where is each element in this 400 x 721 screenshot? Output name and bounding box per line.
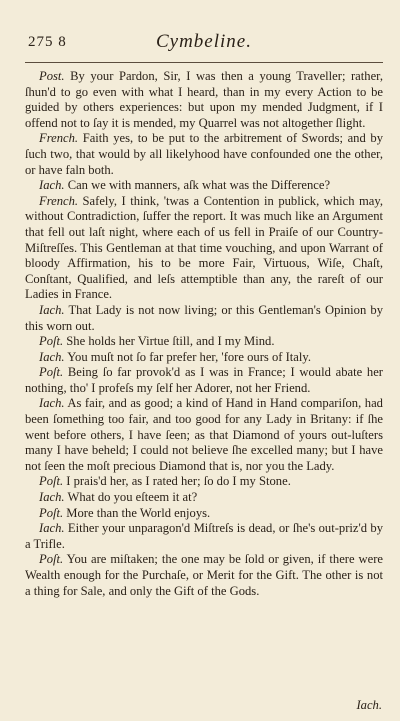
speech-paragraph [25,521,383,552]
speech-paragraph [25,69,383,131]
speaker-name: Iach. [39,521,65,536]
speech-text: What do you eſteem it at? [67,490,198,505]
speaker-name: French. [39,193,79,208]
speech-paragraph [25,396,383,474]
speaker-name: Poſt. [39,505,64,520]
speech-paragraph [25,178,383,194]
dialogue-text [25,69,383,599]
speech-paragraph [25,506,383,522]
speech-text: By your Pardon, Sir, I was then a young Traveller; rather, ſhun'd to go even with what I heard, than in my every Action to be guided by others experiences: but upon my mended Judgment, if I offend not to ſay it is mended, my Quarrel was not altogether ſlight. [25,69,383,130]
speech-text: You are miſtaken; the one may be ſold or given, if there were Wealth enough for the Purchaſe, or Merit for the Gift. The other is not a thing for Sale, and only the Gift of the Gods. [25,552,383,598]
speech-text: As fair, and as good; a kind of Hand in Hand compariſon, had been ſomething too fair, and too good for any Lady in Britany: if ſhe went before others, I have ſeen; as that Diamond of yours out-luſters many I have beheld; I could not believe ſhe excelled many; but I have not ſeen the moſt precious Diamond that is, nor you the Lady. [25,396,383,473]
speaker-name: French. [39,131,79,146]
page-header [25,32,383,63]
speech-text: Can we with manners, aſk what was the Difference? [67,178,331,193]
speech-paragraph [25,365,383,396]
speaker-name: Poſt. [39,365,64,380]
running-title: Cymbeline. [155,31,252,52]
speaker-name: Post. [39,69,65,83]
speech-text: I prais'd her, as I rated her; ſo do I my Stone. [66,474,291,489]
speaker-name: Poſt. [39,474,64,489]
speech-paragraph [25,131,383,178]
speech-text: You muſt not ſo far prefer her, 'fore ours of Italy. [67,349,311,364]
speaker-name: Poſt. [39,334,64,349]
speaker-name: Iach. [39,178,65,193]
speech-paragraph [25,552,383,599]
speech-paragraph [25,474,383,490]
speaker-name: Iach. [39,490,65,505]
speech-text: That Lady is not now living; or this Gentleman's Opinion by this worn out. [25,302,383,333]
speaker-name: Poſt. [39,552,64,567]
speech-text: Safely, I think, 'twas a Contention in publick, which may, without Contradiction, ſuffer the report. It was much like an Argument that fell out laſt night, where each of us fell in Praiſe of our Country-Miſtreſſes. This Gentleman at that time vouching, and upon Warrant of bloody Affirmation, his to be more Fair, Virtuous, Wiſe, Chaſt, Conſtant, Qualified, and leſs attemptible than any, the rareſt of our Ladies in France. [25,193,383,302]
page-number: 275 8 [28,34,67,50]
speech-text: Faith yes, to be put to the arbitrement of Swords; and by ſuch two, that would by all likelyhood have confounded one the other, or have faln both. [25,131,383,177]
speech-text: Being ſo far provok'd as I was in France; I would abate her nothing, tho' I profeſs my ſelf her Adorer, not her Friend. [25,365,383,395]
speech-paragraph [25,490,383,506]
speech-text: More than the World enjoys. [66,505,211,520]
speech-paragraph [25,194,383,303]
speech-paragraph [25,350,383,366]
speech-paragraph [25,303,383,334]
speaker-name: Iach. [39,302,65,317]
speech-text: She holds her Virtue ſtill, and I my Mind. [66,334,275,349]
speech-text: Either your unparagon'd Miſtreſs is dead, or ſhe's out-priz'd by a Trifle. [25,521,384,551]
speaker-name: Iach. [39,349,65,364]
speaker-name: Iach. [39,396,65,411]
catchword: Iach. [356,698,382,712]
speech-paragraph [25,334,383,350]
